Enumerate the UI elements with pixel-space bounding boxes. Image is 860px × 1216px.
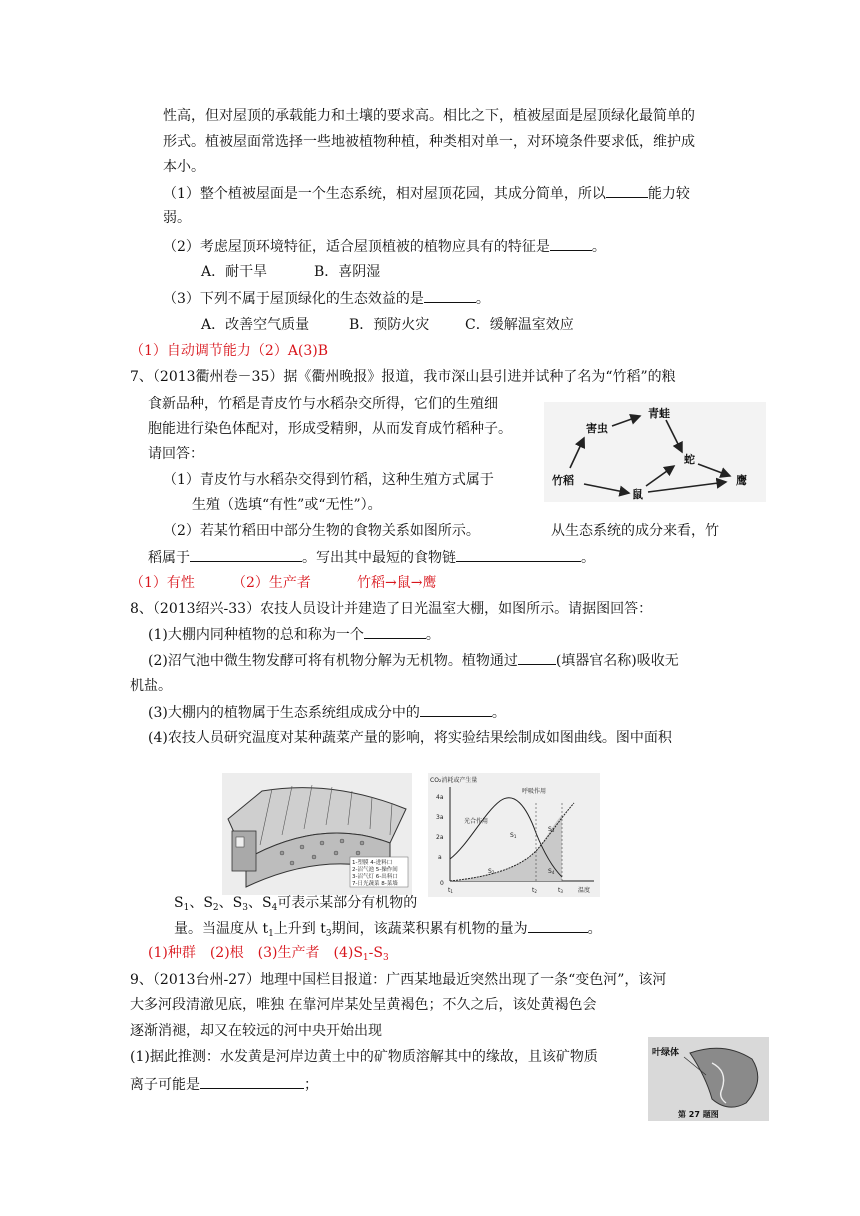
greenhouse-legend-2: 2-沼气池 5-操作间: [352, 867, 398, 873]
q9-line-5: [130, 1074, 318, 1095]
web-frog: 青蛙: [648, 407, 670, 420]
q7-sub1-wrap: 生殖（选填“有性”或“无性”）。: [192, 497, 382, 513]
q7-sub2-cont: 从生态系统的成分来看，竹: [551, 523, 719, 539]
chart-region-s1: S1: [510, 832, 517, 839]
figure-label-chloroplast: 叶绿体: [652, 1048, 680, 1058]
q9-line-3: 逐渐消褪，却又在较远的河中央开始出现: [130, 1023, 382, 1039]
q9-line-4: (1)据此推测：水发黄是河岸边黄土中的矿物质溶解其中的缘故，且该矿物质: [130, 1049, 598, 1065]
q8-sub3-end: 。: [491, 705, 506, 721]
chart-photosynthesis-label: 光合作用: [464, 818, 489, 825]
q8-answer: (1)种群 (2)根 (3)生产者 $(4)S_1-S_3$: [148, 945, 389, 963]
q6-option-a: A．耐干旱: [201, 264, 268, 280]
intro-line-2: 形式。植被屋面常选择一些地被植物种植，种类相对单一，对环境条件要求低，维护成: [163, 134, 695, 150]
greenhouse-legend-3: 3-沼气灯 6-出料口: [352, 874, 398, 880]
blank-line: [518, 650, 556, 665]
chart-region-s3: S3: [548, 826, 555, 833]
figure-caption: 第 27 题图: [678, 1110, 719, 1119]
q7-line-1: 7、（2013衢州卷－35）据《衢州晚报》报道，我市深山县引进并试种了名为“竹稻”的粮: [130, 369, 676, 385]
blank-line: [424, 288, 476, 303]
web-hawk: 鹰: [736, 474, 747, 487]
q6-sub3-text: （3）下列不属于屋顶绿化的生态效益的是: [163, 291, 424, 307]
blank-line: [420, 702, 492, 717]
chart-tick-3a: 3a: [436, 814, 444, 821]
chart-tick-t2: t2: [532, 887, 537, 894]
chart-xlabel: 温度: [578, 887, 591, 894]
q6-sub1-wrap: 弱。: [163, 210, 191, 226]
q8-sub1: [148, 624, 440, 645]
q7-sub2-text: 稻属于: [148, 550, 190, 566]
chart-tick-t1: t1: [448, 887, 453, 894]
q6-option-c2: C．缓解温室效应: [465, 317, 574, 333]
chart-respiration-label: 呼吸作用: [522, 788, 547, 795]
chart-region-s2: S2: [488, 868, 495, 875]
chart-tick-a: a: [438, 854, 442, 861]
intro-line-1: 性高，但对屋顶的承载能力和土壤的要求高。相比之下，植被屋面是屋顶绿化最简单的: [163, 108, 695, 124]
q9-line-1: 9、（2013台州-27）地理中国栏目报道：广西某地最近突然出现了一条“变色河”，该河: [130, 972, 667, 988]
blank-line: [200, 1074, 304, 1089]
q7-answer-2: （2）生产者: [232, 575, 311, 591]
q8-sub3-text: (3)大棚内的植物属于生态系统组成成分中的: [148, 705, 420, 721]
temperature-chart: [428, 773, 600, 897]
q6-sub2-text: （2）考虑屋顶环境特征，适合屋顶植被的植物应具有的特征是: [163, 239, 550, 255]
q9-line-5-end: ；: [304, 1077, 318, 1093]
q6-sub1-tail: 能力较: [647, 186, 690, 202]
q8-sub2: [148, 650, 679, 671]
q7-line-3: 胞能进行染色体配对，形成受精卵，从而发育成竹稻种子。: [148, 421, 512, 437]
q6-sub1-text: （1）整个植被屋面是一个生态系统，相对屋顶花园，其成分简单，所以: [163, 186, 606, 202]
q8-sub3: [148, 702, 506, 723]
q7-line-2: 食新品种，竹稻是青皮竹与水稻杂交所得，它们的生殖细: [148, 396, 498, 412]
blank-line: [550, 236, 592, 251]
q8-sub2-wrap: 机盐。: [130, 678, 172, 694]
greenhouse-legend-1: 1-塑膜 4-进料口: [352, 860, 393, 866]
q8-sub2-text: (2)沼气池中微生物发酵可将有机物分解为无机物。植物通过: [148, 653, 518, 669]
q8-line-1: 8、（2013绍兴-33）农技人员设计并建造了日光温室大棚，如图所示。请据图回答：: [130, 601, 653, 617]
blank-line: [190, 547, 302, 562]
blank-line: [528, 918, 588, 933]
blank-line: [606, 183, 648, 198]
blank-line: [364, 624, 426, 639]
q7-sub2-end: 。: [581, 550, 595, 566]
q7-sub2: （2）若某竹稻田中部分生物的食物关系如图所示。: [163, 523, 480, 539]
web-pest: 害虫: [586, 422, 608, 435]
q6-sub1: [163, 183, 690, 204]
q6-option-a2: A．改善空气质量: [201, 317, 310, 333]
q9-line-5-text: 离子可能是: [130, 1077, 200, 1093]
q8-sub4-line3: 量。当温度从 $t_1$上升到 $t_3$期间，该蔬菜积累有机物的量为 。: [174, 918, 602, 944]
q7-sub1: （1）青皮竹与水稻杂交得到竹稻，这种生殖方式属于: [163, 472, 494, 488]
q7-answer-1: （1）有性: [130, 575, 195, 591]
web-rat: 鼠: [632, 488, 643, 501]
q7-sub2-text2: 。写出其中最短的食物链: [302, 550, 456, 566]
q8-sub4-line2: $S_1$、$S_2$、$S_3$、$S_4$可表示某部分有机物的: [174, 895, 418, 913]
chart-tick-t3: t3: [558, 887, 563, 894]
q6-sub3-end: 。: [475, 291, 490, 307]
q6-sub2: [163, 236, 606, 257]
chart-tick-4a: 4a: [436, 794, 444, 801]
web-rice: 竹稻: [552, 474, 574, 487]
intro-line-3: 本小。: [163, 159, 205, 175]
chart-tick-2a: 2a: [436, 834, 444, 841]
chart-region-s4: S4: [548, 868, 555, 875]
chart-ylabel: CO₂消耗或产生量: [430, 777, 478, 784]
greenhouse-legend-4: 7-日光蔬菜 8-菜墙: [352, 881, 398, 887]
q6-sub2-end: 。: [591, 239, 606, 255]
blank-line: [456, 547, 581, 562]
q6-answer: （1）自动调节能力（2）A(3)B: [130, 343, 329, 359]
chloroplast-figure: [648, 1037, 769, 1121]
q6-sub3: [163, 288, 490, 309]
q9-line-2: 大多河段清澈见底，唯独 在靠河岸某处呈黄褐色；不久之后，该处黄褐色会: [130, 997, 597, 1013]
food-web-diagram: [544, 402, 766, 502]
q7-line-4: 请回答：: [148, 446, 204, 462]
q7-answer-3: 竹稻→鼠→鹰: [357, 575, 437, 591]
q8-sub2-tail: (填器官名称)吸收无: [555, 653, 679, 669]
q8-sub1-end: 。: [425, 627, 440, 643]
q7-sub2-line2: [148, 547, 595, 568]
q6-option-b: B．喜阴湿: [314, 264, 381, 280]
q6-option-b2: B．预防火灾: [349, 317, 430, 333]
q8-sub1-text: (1)大棚内同种植物的总和称为一个: [148, 627, 364, 643]
greenhouse-illustration: [222, 773, 412, 895]
web-snake: 蛇: [684, 453, 695, 466]
chart-tick-0: 0: [440, 880, 444, 887]
q8-sub4: (4)农技人员研究温度对某种蔬菜产量的影响，将实验结果绘制成如图曲线。图中面积: [148, 730, 672, 746]
